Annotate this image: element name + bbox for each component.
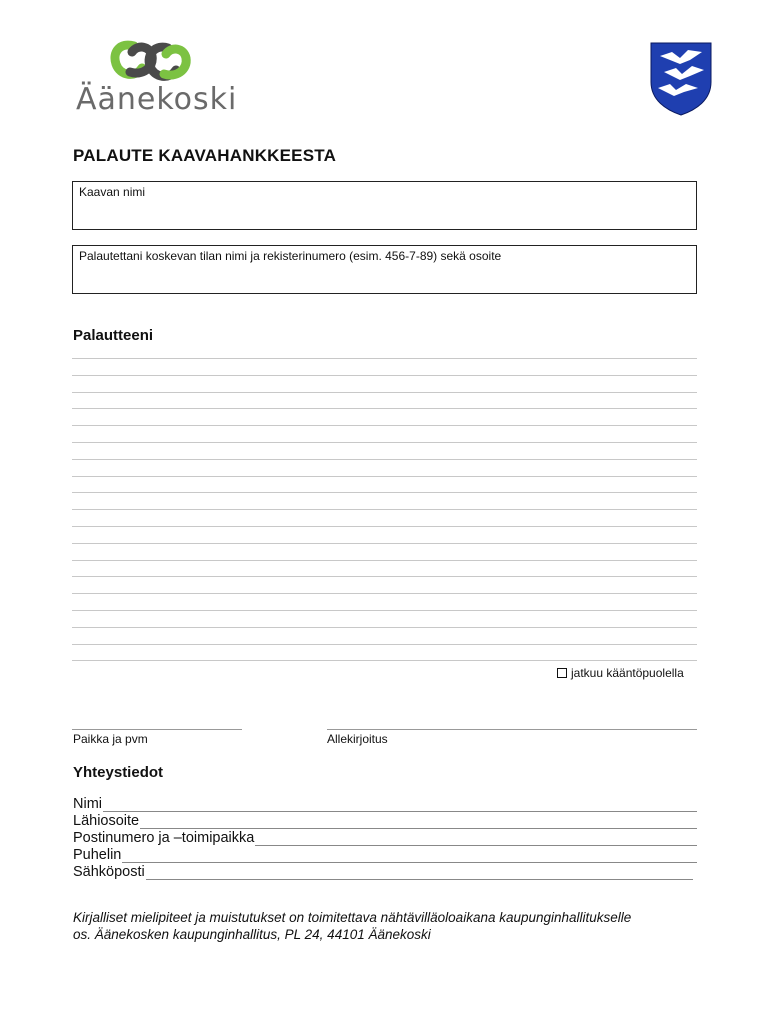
feedback-ruled-line[interactable] bbox=[72, 459, 697, 460]
place-date-label: Paikka ja pvm bbox=[73, 732, 148, 746]
feedback-ruled-line[interactable] bbox=[72, 593, 697, 594]
name-label: Nimi bbox=[73, 796, 102, 812]
continue-label: jatkuu kääntöpuolella bbox=[571, 666, 684, 680]
postal-label: Postinumero ja –toimipaikka bbox=[73, 830, 255, 846]
property-field[interactable] bbox=[72, 245, 697, 294]
plan-name-field[interactable] bbox=[72, 181, 697, 230]
submission-note-line1: Kirjalliset mielipiteet ja muistutukset on toimitettava nähtävilläoloaikana kaupunginhallitukselle bbox=[73, 910, 632, 925]
feedback-ruled-line[interactable] bbox=[72, 644, 697, 645]
continue-checkbox[interactable] bbox=[557, 668, 567, 678]
feedback-ruled-line[interactable] bbox=[72, 560, 697, 561]
feedback-ruled-line[interactable] bbox=[72, 610, 697, 611]
logo-wordmark: Äänekoski bbox=[76, 82, 238, 117]
postal-input[interactable] bbox=[255, 832, 697, 846]
phone-label: Puhelin bbox=[73, 847, 122, 863]
feedback-ruled-line[interactable] bbox=[72, 543, 697, 544]
feedback-ruled-line[interactable] bbox=[72, 526, 697, 527]
plan-name-label: Kaavan nimi bbox=[79, 185, 146, 199]
feedback-ruled-line[interactable] bbox=[72, 425, 697, 426]
feedback-heading: Palautteeni bbox=[73, 327, 154, 344]
feedback-ruled-line[interactable] bbox=[72, 509, 697, 510]
signature-line[interactable] bbox=[327, 729, 697, 730]
feedback-ruled-line[interactable] bbox=[72, 492, 697, 493]
email-label: Sähköposti bbox=[73, 864, 145, 880]
feedback-ruled-line[interactable] bbox=[72, 576, 697, 577]
signature-label: Allekirjoitus bbox=[327, 732, 388, 746]
feedback-ruled-line[interactable] bbox=[72, 627, 697, 628]
place-date-line[interactable] bbox=[72, 729, 242, 730]
continue-option[interactable] bbox=[557, 666, 684, 680]
submission-note-line2: os. Äänekosken kaupunginhallitus, PL 24, 44101 Äänekoski bbox=[73, 927, 431, 942]
address-input[interactable] bbox=[140, 815, 697, 829]
contact-heading: Yhteystiedot bbox=[73, 764, 164, 781]
feedback-ruled-line[interactable] bbox=[72, 476, 697, 477]
feedback-ruled-line[interactable] bbox=[72, 660, 697, 661]
phone-row bbox=[73, 845, 697, 863]
coat-of-arms-icon bbox=[650, 42, 712, 116]
feedback-ruled-line[interactable] bbox=[72, 358, 697, 359]
form-title: PALAUTE KAAVAHANKKEESTA bbox=[73, 146, 337, 165]
name-row bbox=[73, 794, 697, 812]
address-label: Lähiosoite bbox=[73, 813, 140, 829]
feedback-lines[interactable] bbox=[72, 348, 697, 668]
submission-note bbox=[73, 909, 713, 943]
phone-input[interactable] bbox=[122, 849, 697, 863]
logo-rings-icon bbox=[72, 38, 252, 88]
name-input[interactable] bbox=[103, 798, 697, 812]
feedback-ruled-line[interactable] bbox=[72, 442, 697, 443]
feedback-ruled-line[interactable] bbox=[72, 408, 697, 409]
property-label: Palautettani koskevan tilan nimi ja rekisterinumero (esim. 456-7-89) sekä osoite bbox=[79, 249, 502, 263]
address-row bbox=[73, 811, 697, 829]
postal-row bbox=[73, 828, 697, 846]
email-row bbox=[73, 862, 693, 880]
feedback-ruled-line[interactable] bbox=[72, 375, 697, 376]
feedback-ruled-line[interactable] bbox=[72, 392, 697, 393]
email-input[interactable] bbox=[146, 866, 693, 880]
